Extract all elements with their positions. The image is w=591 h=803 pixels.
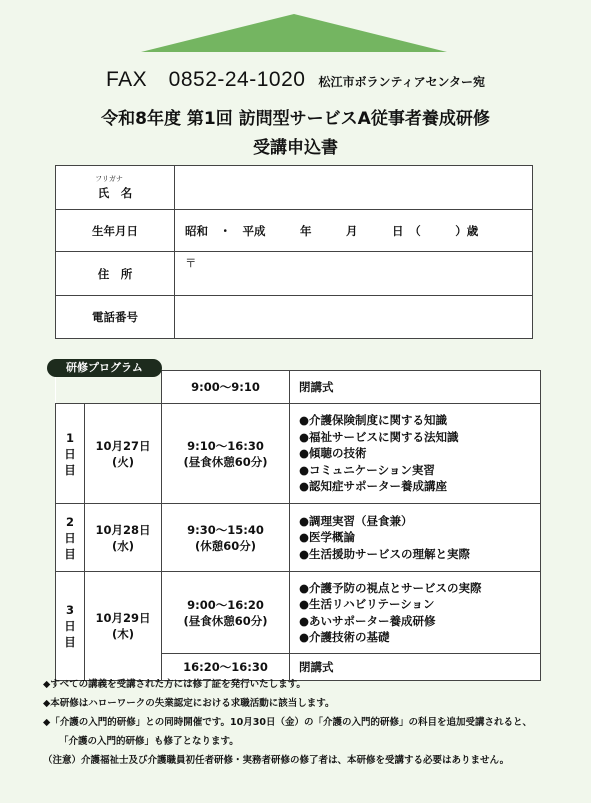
name-label-cell <box>56 166 175 210</box>
topic-item: ●認知症サポーター養成講座 <box>299 479 448 494</box>
application-form-table <box>55 165 533 339</box>
name-label: 氏 名 <box>97 186 133 200</box>
fax-number: FAX 0852-24-1020 <box>105 68 306 91</box>
day-number: 2 日 目 <box>56 504 85 572</box>
document-title: 令和8年度 第1回 訪問型サービスA従事者養成研修 <box>101 109 490 129</box>
topic-item: ●介護保険制度に関する知識 <box>299 413 448 428</box>
topic-item: ●生活援助サービスの理解と実際 <box>299 546 471 561</box>
roof-triangle-graphic <box>141 14 447 52</box>
program-table <box>55 370 541 681</box>
form-row-name <box>56 166 533 210</box>
topic-item: ●医学概論 <box>299 530 356 545</box>
note-item: ◆「介護の入門的研修」との同時開催です。10月30日（金）の「介護の入門的研修」の科目を追加受講されると、 <box>43 717 532 728</box>
topic-item: ●福祉サービスに関する法知識 <box>299 429 459 444</box>
note-item: （注意）介護福祉士及び介護職員初任者研修・実務者研修の修了者は、本研修を受講する必要はありません。 <box>43 755 510 766</box>
notes-section <box>43 675 583 770</box>
topic-item: ●介護予防の視点とサービスの実際 <box>299 580 482 595</box>
furigana-label: フリガナ <box>95 175 123 183</box>
topic-item: ●調理実習（昼食兼） <box>299 513 413 528</box>
note-item: 「介護の入門的研修」も修了となります。 <box>59 736 239 747</box>
birth-input-cell[interactable]: 昭和 ・ 平成 年 月 日 （ ）歳 <box>175 210 533 252</box>
session-topics <box>290 504 541 572</box>
day-date: 10月28日 (水) <box>85 504 162 572</box>
form-row-phone <box>56 296 533 339</box>
session-time: 9:00〜9:10 <box>162 371 290 404</box>
day-number: 3 日 目 <box>56 572 85 681</box>
topic-item: ●生活リハビリテーション <box>299 597 435 611</box>
note-item: ◆本研修はハローワークの失業認定における求職活動に該当します。 <box>43 698 335 709</box>
address-input-cell[interactable]: 〒 <box>175 252 533 296</box>
name-input-cell[interactable] <box>175 166 533 210</box>
roof-triangle-shape <box>141 14 447 52</box>
phone-input-cell[interactable] <box>175 296 533 339</box>
session-topics <box>290 404 541 504</box>
topic-item: ●あいサポーター養成研修 <box>299 613 436 628</box>
program-section-label: 研修プログラム <box>47 359 162 377</box>
program-row <box>56 572 541 654</box>
topic-item: ●傾聴の技術 <box>299 446 367 461</box>
topic-item: ●介護技術の基礎 <box>299 630 390 644</box>
day-date: 10月27日 (火) <box>85 404 162 504</box>
topic-item: 閉講式 <box>299 659 334 674</box>
document-subtitle: 受講申込書 <box>253 138 338 158</box>
session-time: 9:00〜16:20 (昼食休憩60分) <box>162 572 290 654</box>
birth-label: 生年月日 <box>56 210 175 252</box>
phone-label: 電話番号 <box>56 296 175 339</box>
day-date: 10月29日 (木) <box>85 572 162 681</box>
session-time: 9:30〜15:40 (休憩60分) <box>162 504 290 572</box>
session-topics <box>290 371 541 404</box>
program-row <box>56 404 541 504</box>
form-row-address <box>56 252 533 296</box>
session-time: 9:10〜16:30 (昼食休憩60分) <box>162 404 290 504</box>
topic-item: ●コミュニケーション実習 <box>299 462 435 477</box>
fax-recipient: 松江市ボランティアセンター宛 <box>318 75 485 89</box>
program-row <box>56 504 541 572</box>
session-topics <box>290 572 541 654</box>
form-row-birth <box>56 210 533 252</box>
address-label: 住 所 <box>56 252 175 296</box>
topic-item: 閉講式 <box>299 379 334 394</box>
note-item: ◆すべての講義を受講された方には修了証を発行いたします。 <box>43 679 306 690</box>
fax-line <box>0 63 591 93</box>
day-number: 1 日 目 <box>56 404 85 504</box>
session-time: 16:20〜16:30 <box>162 654 290 681</box>
